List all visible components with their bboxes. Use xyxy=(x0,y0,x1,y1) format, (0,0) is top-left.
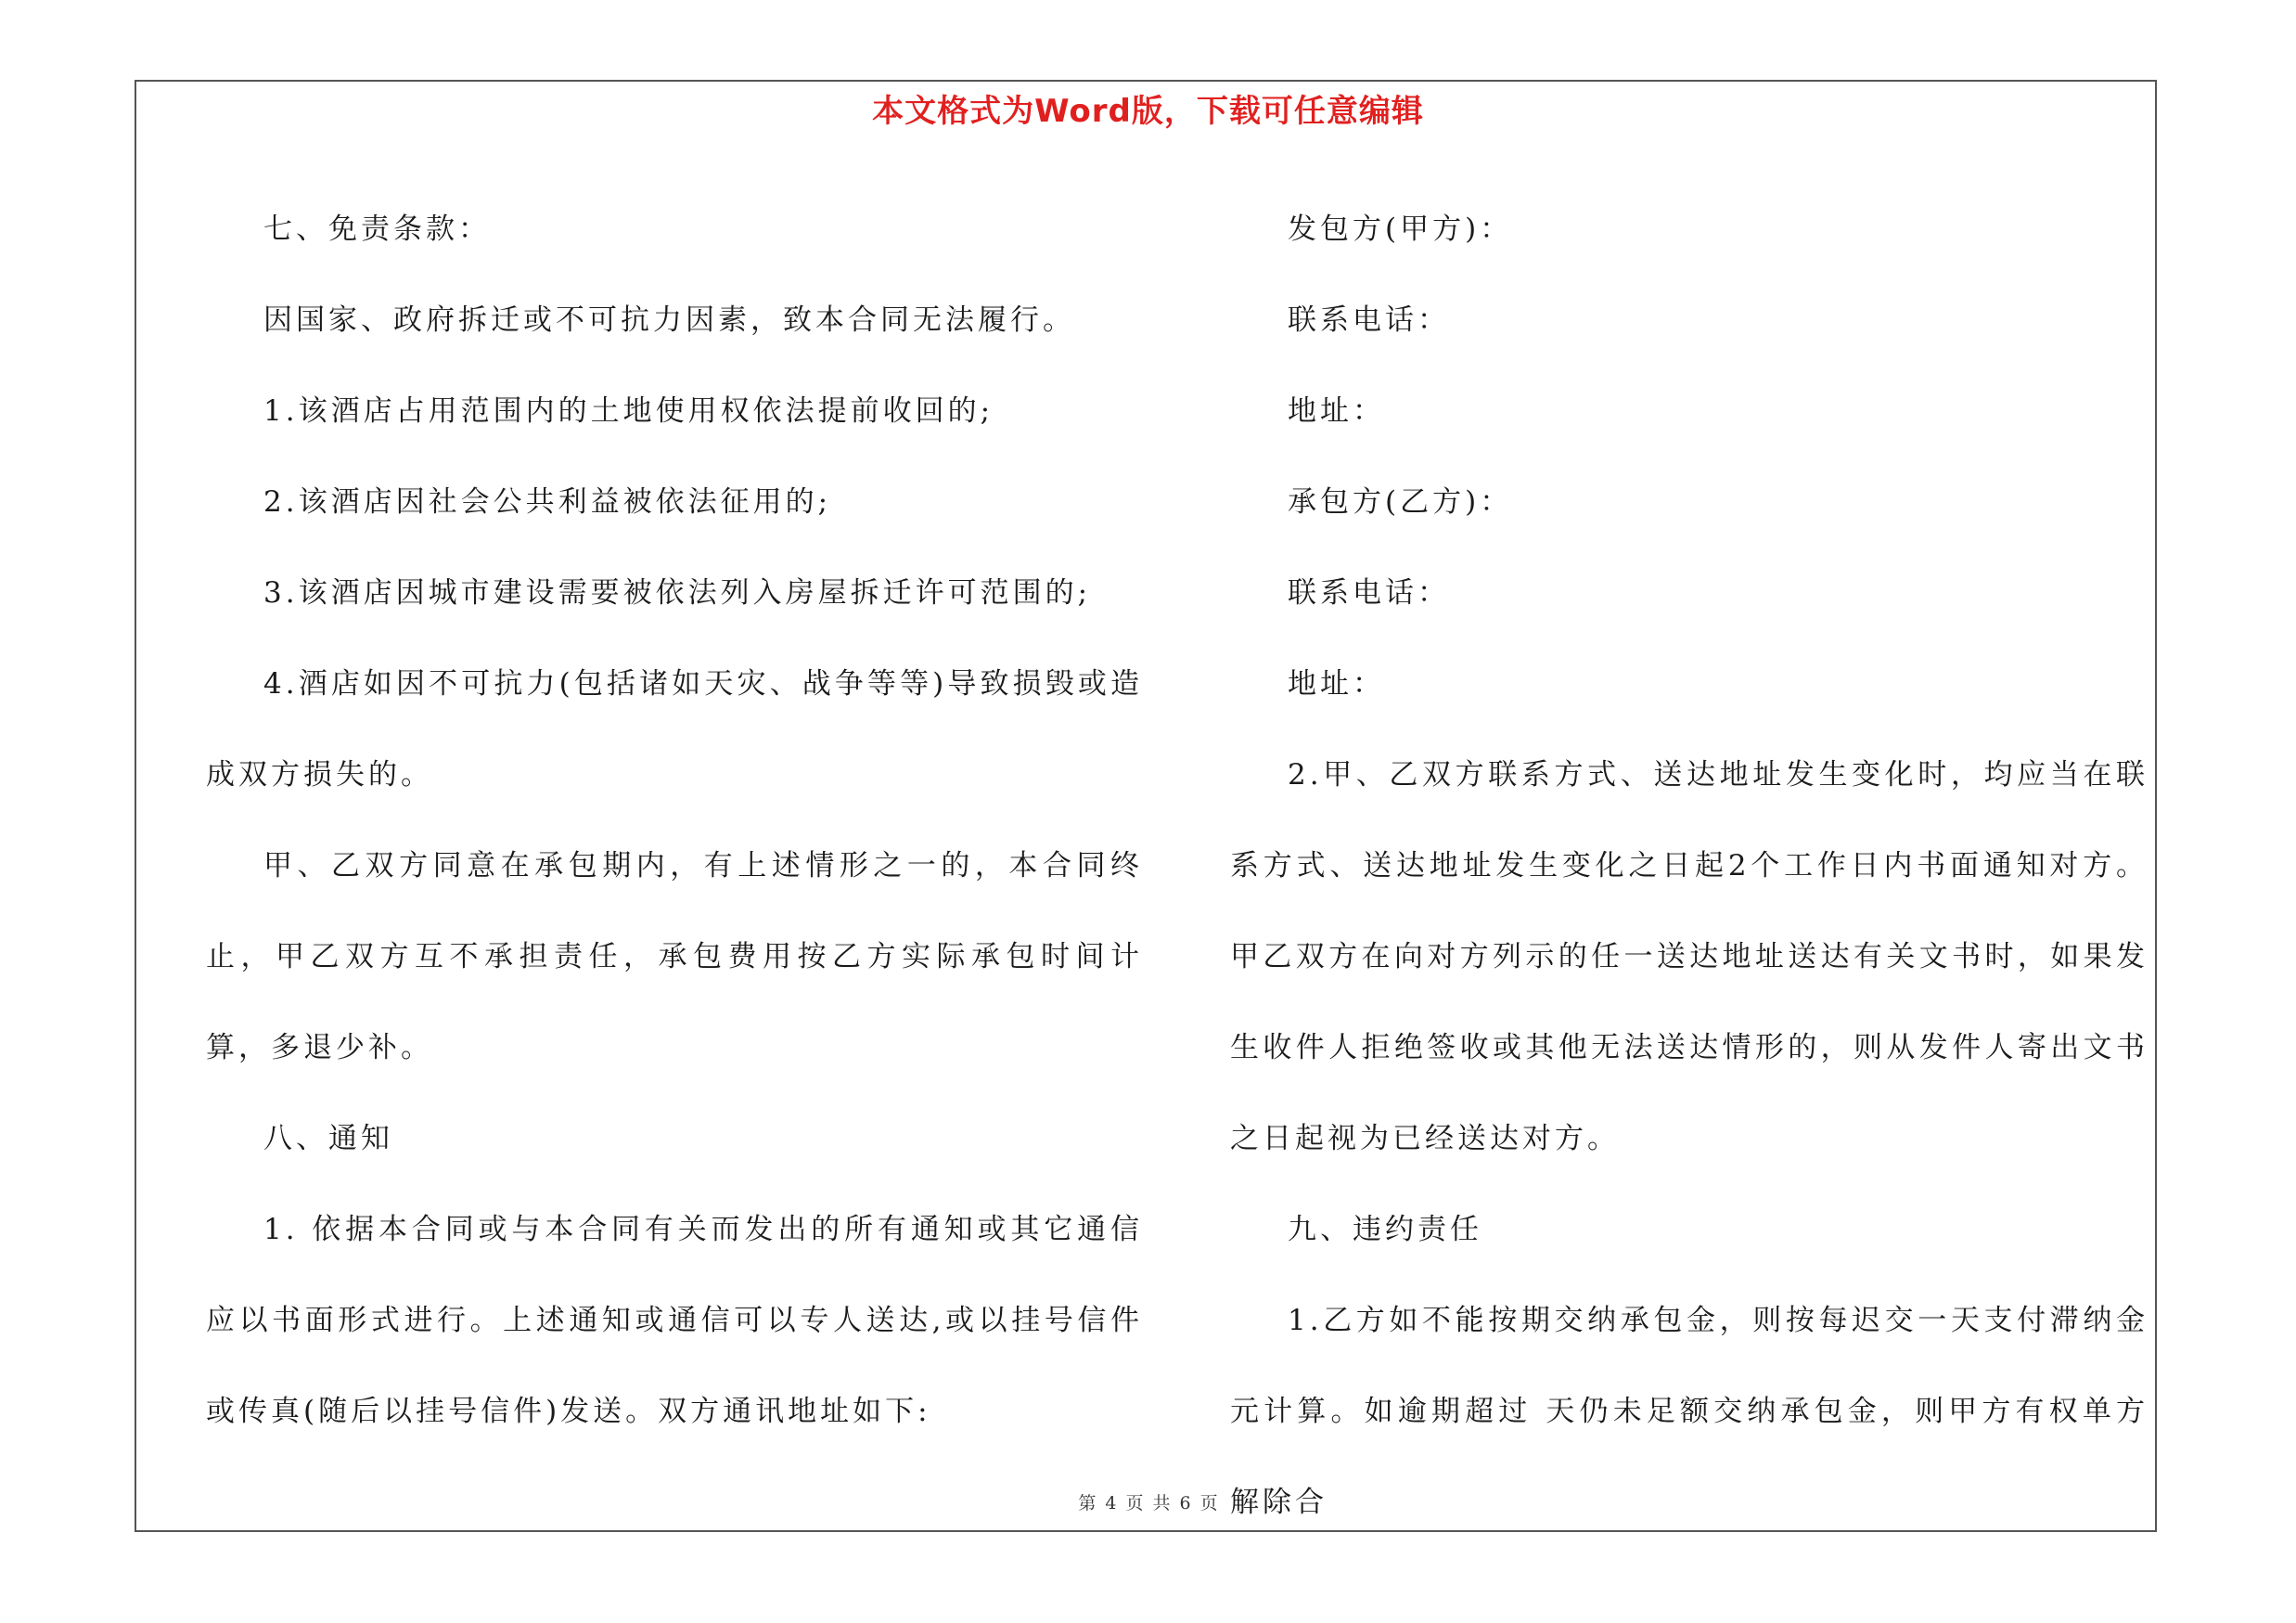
list-item: 2.该酒店因社会公共利益被依法征用的; xyxy=(263,485,832,519)
total-pages: 6 xyxy=(1179,1493,1191,1514)
current-page: 4 xyxy=(1105,1493,1117,1514)
paragraph: 因国家、政府拆迁或不可抗力因素，致本合同无法履行。 xyxy=(263,303,1075,337)
page-label-mid: 页 xyxy=(1125,1493,1144,1514)
list-item: 1.该酒店占用范围内的土地使用权依法提前收回的; xyxy=(263,394,994,428)
list-item: 1. 依据本合同或与本合同有关而发出的所有通知或其它通信应以书面形式进行。上述通知或通信可以专人送达,或以挂号信件或传真(随后以挂号信件)发送。双方通讯地址如下: xyxy=(206,1213,1143,1428)
party-b-address-label: 地址： xyxy=(1288,667,1385,701)
list-item: 1.乙方如不能按期交纳承包金，则按每迟交一天支付滞纳金 元计算。如逾期超过 天仍未足额交纳承包金，则甲方有权单方解除合 xyxy=(1230,1304,2148,1519)
editable-banner: 本文格式为Word版，下载可任意编辑 xyxy=(872,93,1424,130)
page-label-prefix: 第 xyxy=(1078,1493,1097,1514)
left-column xyxy=(206,184,1143,1457)
party-a-label: 发包方(甲方)： xyxy=(1288,213,1513,246)
paragraph: 甲、乙双方同意在承包期内，有上述情形之一的，本合同终止，甲乙双方互不承担责任，承包费用按乙方实际承包时间计算，多退少补。 xyxy=(206,849,1143,1064)
page-label-suffix: 页 xyxy=(1199,1493,1218,1514)
party-b-label: 承包方(乙方)： xyxy=(1288,485,1513,519)
party-a-address-label: 地址： xyxy=(1288,394,1385,428)
right-column xyxy=(1230,184,2148,1548)
list-item: 4.酒店如因不可抗力(包括诸如天灾、战争等等)导致损毁或造成双方损失的。 xyxy=(206,667,1143,792)
party-b-phone-label: 联系电话： xyxy=(1288,576,1450,610)
page-number xyxy=(0,1489,2296,1514)
list-item: 2.甲、乙双方联系方式、送达地址发生变化时，均应当在联系方式、送达地址发生变化之日起2个工作日内书面通知对方。甲乙双方在向对方列示的任一送达地址送达有关文书时，如果发生收件人拒绝签收或其他无法送达情形的，则从发件人寄出文书之日起视为已经送达对方。 xyxy=(1230,758,2148,1155)
total-prefix: 共 xyxy=(1152,1493,1171,1514)
section-heading-exemption: 七、免责条款： xyxy=(263,213,491,246)
party-a-phone-label: 联系电话： xyxy=(1288,303,1450,337)
section-heading-breach: 九、违约责任 xyxy=(1288,1213,1482,1246)
section-heading-notice: 八、通知 xyxy=(263,1122,393,1155)
list-item: 3.该酒店因城市建设需要被依法列入房屋拆迁许可范围的; xyxy=(263,576,1092,610)
